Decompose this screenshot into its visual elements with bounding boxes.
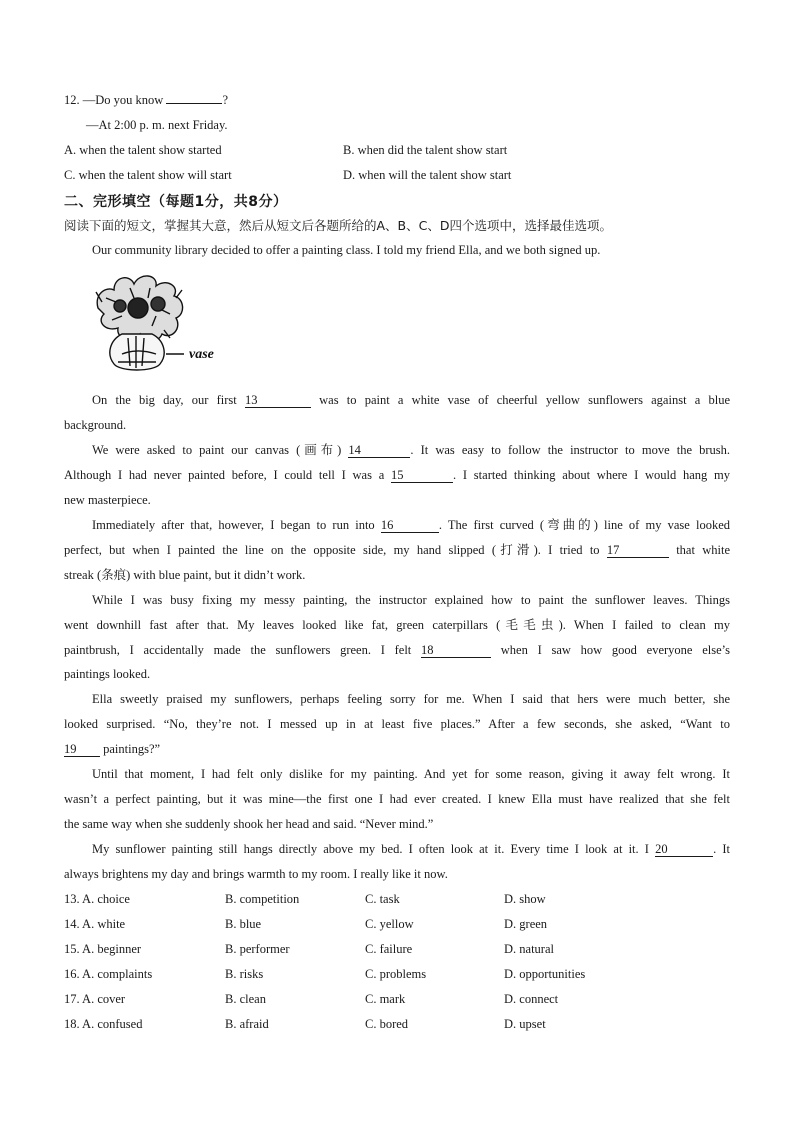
section-instruction: 阅读下面的短文，掌握其大意，然后从短文后各题所给的A、B、C、D四个选项中，选择最佳选项。 [64, 218, 612, 233]
blank-14: 14 [348, 443, 410, 458]
option-14-a: 14. A. white [64, 917, 126, 931]
blank-16: 16 [381, 518, 439, 533]
option-16-d: D. opportunities [504, 967, 586, 981]
option-14-c: C. yellow [365, 917, 414, 931]
passage-p7-line2: wasn’t a perfect painting, but it was mine—the first one I had ever created. I knew Ella must have realized that she felt [64, 792, 730, 806]
option-13-a: 13. A. choice [64, 892, 130, 906]
vase-icon [110, 334, 184, 370]
passage-p4-line3: streak (条痕) with blue paint, but it didn’t work. [64, 568, 306, 582]
option-15-a: 15. A. beginner [64, 942, 142, 956]
passage-p7-line1: Until that moment, I had felt only dislike for my painting. And yet for some reason, giving it away felt wrong. It [92, 767, 730, 781]
blank-13: 13 [245, 393, 311, 408]
passage-p2-line1: On the big day, our first 13 was to paint a white vase of cheerful yellow sunflowers against a blue [92, 393, 731, 407]
option-17-c: C. mark [365, 992, 406, 1006]
option-15-b: B. performer [225, 942, 290, 956]
option-15-c: C. failure [365, 942, 413, 956]
section-heading: 二、完形填空（每题1分，共8分） [64, 194, 288, 210]
passage-p3-line1: We were asked to paint our canvas (画布) 14 . It was easy to follow the instructor to move the brush. [92, 443, 730, 457]
passage-p2-line2: background. [64, 418, 127, 432]
blank-20: 20 [655, 842, 713, 857]
q12-option-a: A. when the talent show started [64, 143, 222, 157]
q12-question-prefix: 12. —Do you know [64, 93, 164, 107]
option-14-d: D. green [504, 917, 548, 931]
passage-p6-line2: looked surprised. “No, they’re not. I messed up in at least five places.” After a few seconds, she asked, “Want to [64, 717, 730, 731]
option-17-a: 17. A. cover [64, 992, 126, 1006]
option-13-b: B. competition [225, 892, 300, 906]
q12-question [64, 92, 730, 108]
q12-option-c: C. when the talent show will start [64, 168, 232, 182]
passage-p5-line3: paintbrush, I accidentally made the sunflowers green. I felt 18 when I saw how good everyone else’s [64, 643, 730, 657]
blank-18: 18 [421, 643, 491, 658]
passage-p7-line3: the same way when she suddenly shook her head and said. “Never mind.” [64, 817, 434, 831]
option-13-d: D. show [504, 892, 546, 906]
passage-p4-line2: perfect, but when I painted the line on the opposite side, my hand slipped (打滑). I tried to 17 that white [64, 543, 731, 557]
passage-p8-line1: My sunflower painting still hangs directly above my bed. I often look at it. Every time I look at it. I 20 . It [92, 842, 731, 856]
option-17-d: D. connect [504, 992, 559, 1006]
passage-p5-line1: While I was busy fixing my messy painting, the instructor explained how to paint the sunflower leaves. Things [92, 593, 730, 607]
option-16-b: B. risks [225, 967, 264, 981]
sunflower-vase-illustration [92, 268, 242, 376]
q12-option-d: D. when will the talent show start [343, 168, 512, 182]
sunflower-icon [96, 276, 183, 342]
option-15-d: D. natural [504, 942, 554, 956]
passage-p5-line2: went downhill fast after that. My leaves looked like fat, green caterpillars (毛毛虫). When I failed to clean my [64, 618, 730, 632]
q12-option-b: B. when did the talent show start [343, 143, 508, 157]
option-16-c: C. problems [365, 967, 427, 981]
option-14-b: B. blue [225, 917, 262, 931]
passage-p1: Our community library decided to offer a painting class. I told my friend Ella, and we both signed up. [92, 243, 601, 257]
q12-question-suffix: ? [222, 93, 228, 107]
option-18-b: B. afraid [225, 1017, 269, 1031]
q12-answer: —At 2:00 p. m. next Friday. [86, 118, 228, 132]
vase-label: vase [189, 347, 214, 362]
option-17-b: B. clean [225, 992, 266, 1006]
blank-17: 17 [607, 543, 669, 558]
option-16-a: 16. A. complaints [64, 967, 153, 981]
passage-p3-line2: Although I had never painted before, I could tell I was a 15 . I started thinking about where I would hang my [64, 468, 730, 482]
passage-p8-line2: always brightens my day and brings warmth to my room. I really like it now. [64, 867, 448, 881]
option-18-a: 18. A. confused [64, 1017, 143, 1031]
q12-blank [166, 103, 222, 104]
blank-15: 15 [391, 468, 453, 483]
option-18-d: D. upset [504, 1017, 546, 1031]
passage-p5-line4: paintings looked. [64, 667, 151, 681]
blank-19: 19 [64, 742, 100, 757]
passage-p4-line1: Immediately after that, however, I began to run into 16 . The first curved (弯曲的) line of my vase looked [92, 518, 730, 532]
passage-p6-line3: 19 paintings?” [64, 742, 161, 756]
option-18-c: C. bored [365, 1017, 409, 1031]
passage-p6-line1: Ella sweetly praised my sunflowers, perhaps feeling sorry for me. When I said that hers were much better, she [92, 692, 730, 706]
option-13-c: C. task [365, 892, 400, 906]
passage-p3-line3: new masterpiece. [64, 493, 151, 507]
